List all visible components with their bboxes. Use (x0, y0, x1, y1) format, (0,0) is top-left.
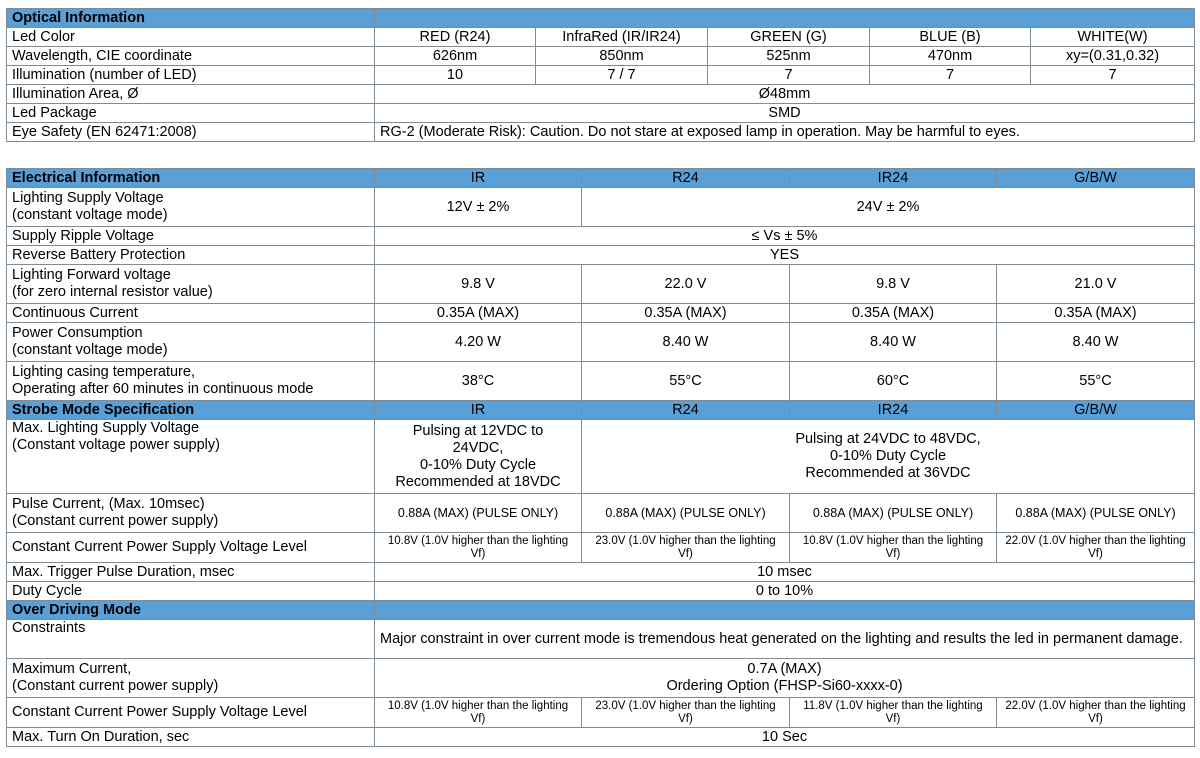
table-row (7, 123, 1195, 142)
column-header: IR24 (790, 169, 997, 188)
cell-value: 11.8V (1.0V higher than the lighting Vf) (790, 698, 997, 728)
cell-value: 8.40 W (997, 323, 1195, 362)
cell-value: 55°C (997, 362, 1195, 401)
row-label: Constant Current Power Supply Voltage Level (7, 533, 375, 563)
optical-header-blank (375, 9, 1195, 28)
table-row (7, 66, 1195, 85)
table-row (7, 494, 1195, 533)
strobe-header: Strobe Mode Specification (7, 401, 375, 420)
optical-header: Optical Information (7, 9, 375, 28)
cell-value: 10.8V (1.0V higher than the lighting Vf) (375, 698, 582, 728)
cell-line: Recommended at 36VDC (805, 465, 971, 481)
cell-value: 0.88A (MAX) (PULSE ONLY) (997, 494, 1195, 533)
cell-value (375, 420, 582, 494)
row-label-line: Operating after 60 minutes in continuous mode (12, 381, 314, 397)
cell-value: 23.0V (1.0V higher than the lighting Vf) (582, 533, 790, 563)
row-label-line: (for zero internal resistor value) (12, 284, 213, 300)
overdrive-header-row (7, 601, 1195, 620)
column-header: IR24 (790, 401, 997, 420)
cell-value: 38°C (375, 362, 582, 401)
row-label (7, 494, 375, 533)
cell-value: 626nm (375, 47, 536, 66)
cell-value: Ø48mm (375, 85, 1195, 104)
cell-value: 55°C (582, 362, 790, 401)
row-label: Illumination (number of LED) (7, 66, 375, 85)
cell-value: 9.8 V (790, 265, 997, 304)
cell-value: 7 (1031, 66, 1195, 85)
cell-line: 0.7A (MAX) (747, 661, 822, 677)
column-header: IR (375, 401, 582, 420)
cell-value: SMD (375, 104, 1195, 123)
table-row (7, 28, 1195, 47)
overdrive-header-blank (375, 601, 1195, 620)
cell-value: 22.0V (1.0V higher than the lighting Vf) (997, 533, 1195, 563)
table-row (7, 265, 1195, 304)
row-label: Max. Trigger Pulse Duration, msec (7, 563, 375, 582)
cell-value: 0 to 10% (375, 582, 1195, 601)
table-row (7, 47, 1195, 66)
cell-value: 0.88A (MAX) (PULSE ONLY) (790, 494, 997, 533)
table-row (7, 659, 1195, 698)
row-label-line: Maximum Current, (12, 661, 132, 677)
row-label: Wavelength, CIE coordinate (7, 47, 375, 66)
cell-value: 12V ± 2% (375, 188, 582, 227)
cell-value: 0.35A (MAX) (375, 304, 582, 323)
cell-value (375, 659, 1195, 698)
cell-value: 10.8V (1.0V higher than the lighting Vf) (790, 533, 997, 563)
table-row (7, 582, 1195, 601)
cell-value: 525nm (708, 47, 870, 66)
table-row (7, 85, 1195, 104)
row-label: Constant Current Power Supply Voltage Level (7, 698, 375, 728)
row-label-line: Pulse Current, (Max. 10msec) (12, 496, 205, 512)
table-row (7, 698, 1195, 728)
cell-value: Major constraint in over current mode is tremendous heat generated on the lighting and results the led in permanent damage. (375, 620, 1195, 659)
table-row (7, 104, 1195, 123)
table-row (7, 304, 1195, 323)
cell-value: 8.40 W (790, 323, 997, 362)
cell-value: 21.0 V (997, 265, 1195, 304)
table-row (7, 362, 1195, 401)
row-label-line: Lighting casing temperature, (12, 364, 195, 380)
cell-line: Recommended at 18VDC (395, 473, 561, 490)
optical-info-table (6, 8, 1195, 142)
row-label-line: (constant voltage mode) (12, 207, 168, 223)
column-header: R24 (582, 169, 790, 188)
cell-line: 0-10% Duty Cycle (829, 448, 947, 464)
row-label: Led Color (7, 28, 375, 47)
row-label-line: Power Consumption (12, 325, 143, 341)
overdrive-header: Over Driving Mode (7, 601, 375, 620)
cell-value: 24V ± 2% (582, 188, 1195, 227)
cell-value: 9.8 V (375, 265, 582, 304)
electrical-header: Electrical Information (7, 169, 375, 188)
cell-value: RED (R24) (375, 28, 536, 47)
cell-value: 22.0V (1.0V higher than the lighting Vf) (997, 698, 1195, 728)
row-label-line: (Constant voltage power supply) (12, 437, 220, 453)
cell-value: 10.8V (1.0V higher than the lighting Vf) (375, 533, 582, 563)
cell-value: RG-2 (Moderate Risk): Caution. Do not stare at exposed lamp in operation. May be harmful to eyes. (375, 123, 1195, 142)
row-label: Illumination Area, Ø (7, 85, 375, 104)
cell-value (582, 420, 1195, 494)
cell-value: 22.0 V (582, 265, 790, 304)
cell-value: 60°C (790, 362, 997, 401)
row-label (7, 420, 375, 494)
cell-value: 850nm (536, 47, 708, 66)
electrical-header-row (7, 169, 1195, 188)
cell-value: 0.88A (MAX) (PULSE ONLY) (375, 494, 582, 533)
cell-value: ≤ Vs ± 5% (375, 227, 1195, 246)
table-row (7, 227, 1195, 246)
row-label (7, 323, 375, 362)
row-label-line: (Constant current power supply) (12, 513, 219, 529)
cell-value: 23.0V (1.0V higher than the lighting Vf) (582, 698, 790, 728)
cell-line: Pulsing at 12VDC to (412, 422, 544, 439)
table-row (7, 620, 1195, 659)
table-row (7, 188, 1195, 227)
cell-line: 0-10% Duty Cycle (419, 456, 537, 473)
cell-value: 10 (375, 66, 536, 85)
row-label (7, 188, 375, 227)
cell-line: Ordering Option (FHSP-Si60-xxxx-0) (666, 678, 903, 694)
cell-value: BLUE (B) (870, 28, 1031, 47)
row-label: Reverse Battery Protection (7, 246, 375, 265)
table-row (7, 728, 1195, 747)
row-label (7, 362, 375, 401)
cell-value: GREEN (G) (708, 28, 870, 47)
table-row (7, 246, 1195, 265)
row-label: Supply Ripple Voltage (7, 227, 375, 246)
cell-value: 10 msec (375, 563, 1195, 582)
cell-value: 4.20 W (375, 323, 582, 362)
strobe-header-row (7, 401, 1195, 420)
row-label: Led Package (7, 104, 375, 123)
cell-value: YES (375, 246, 1195, 265)
cell-value: 0.35A (MAX) (582, 304, 790, 323)
row-label-line: Max. Lighting Supply Voltage (12, 420, 200, 436)
cell-value: 0.88A (MAX) (PULSE ONLY) (582, 494, 790, 533)
row-label: Eye Safety (EN 62471:2008) (7, 123, 375, 142)
cell-value: 7 (708, 66, 870, 85)
column-header: R24 (582, 401, 790, 420)
cell-line: Pulsing at 24VDC to 48VDC, (795, 431, 981, 447)
table-row (7, 420, 1195, 494)
electrical-info-table (6, 168, 1195, 747)
table-row (7, 563, 1195, 582)
row-label (7, 265, 375, 304)
cell-value: 0.35A (MAX) (790, 304, 997, 323)
table-row (7, 323, 1195, 362)
cell-value: 470nm (870, 47, 1031, 66)
row-label-line: (constant voltage mode) (12, 342, 168, 358)
cell-value: WHITE(W) (1031, 28, 1195, 47)
cell-value: 7 (870, 66, 1031, 85)
row-label: Continuous Current (7, 304, 375, 323)
row-label-line: (Constant current power supply) (12, 678, 219, 694)
cell-value: xy=(0.31,0.32) (1031, 47, 1195, 66)
table-row (7, 533, 1195, 563)
column-header: IR (375, 169, 582, 188)
cell-value: 7 / 7 (536, 66, 708, 85)
column-header: G/B/W (997, 401, 1195, 420)
cell-value: InfraRed (IR/IR24) (536, 28, 708, 47)
row-label (7, 659, 375, 698)
cell-line: 24VDC, (452, 439, 504, 456)
row-label: Constraints (7, 620, 375, 659)
row-label: Duty Cycle (7, 582, 375, 601)
row-label: Max. Turn On Duration, sec (7, 728, 375, 747)
optical-header-row (7, 9, 1195, 28)
column-header: G/B/W (997, 169, 1195, 188)
cell-value: 8.40 W (582, 323, 790, 362)
cell-value: 0.35A (MAX) (997, 304, 1195, 323)
row-label-line: Lighting Forward voltage (12, 267, 171, 283)
row-label-line: Lighting Supply Voltage (12, 190, 164, 206)
cell-value: 10 Sec (375, 728, 1195, 747)
